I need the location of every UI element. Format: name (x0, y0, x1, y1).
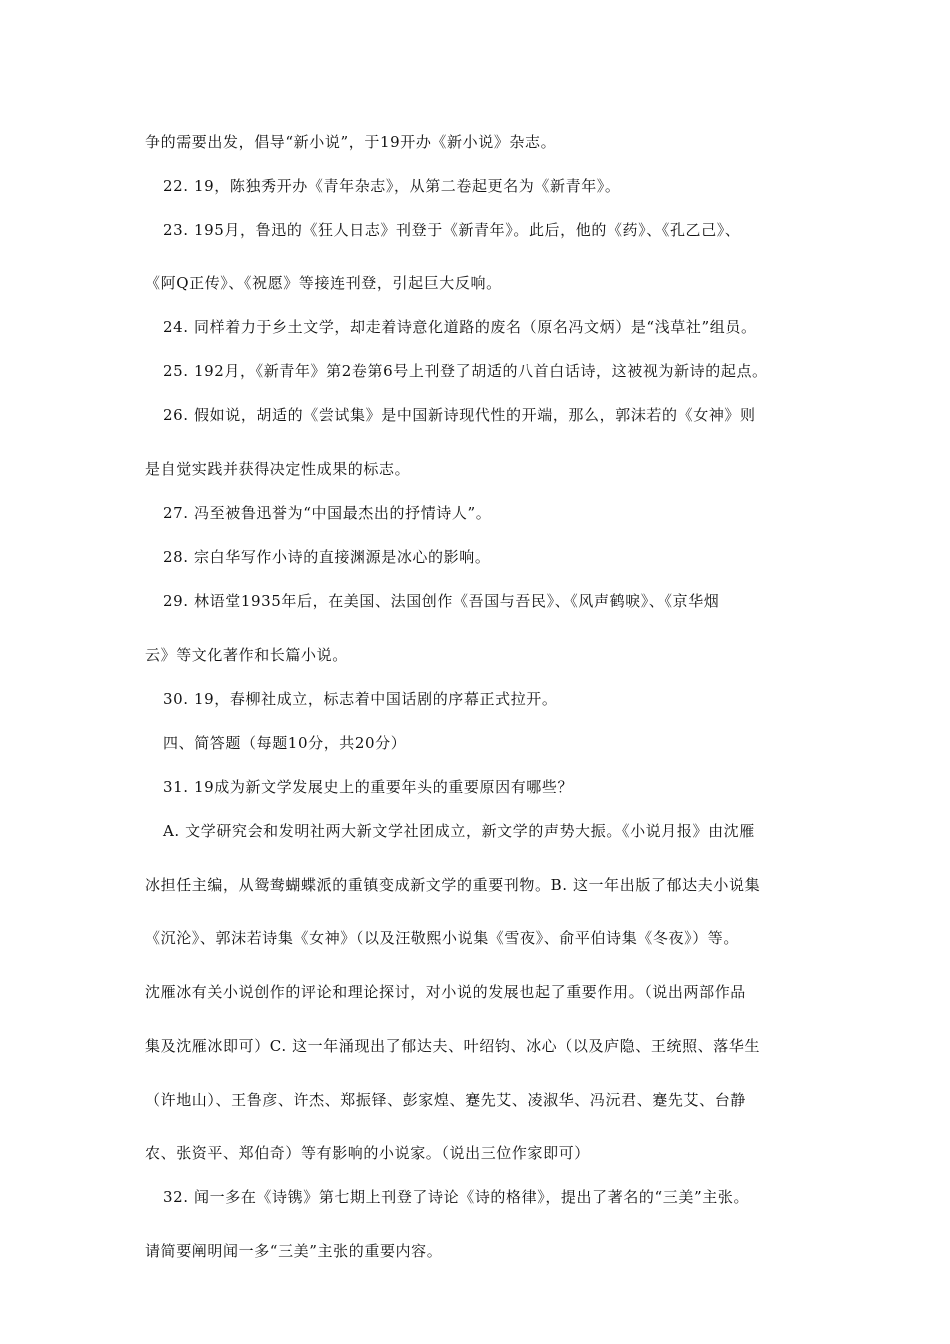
text-line-item-22: 22. 19，陈独秀开办《青年杂志》，从第二卷起更名为《新青年》。 (163, 177, 621, 195)
text-line-item-24: 24. 同样着力于乡土文学，却走着诗意化道路的废名（原名冯文炳）是“浅草社”组员。 (163, 318, 757, 336)
answer-31-line: 沈雁冰有关小说创作的评论和理论探讨，对小说的发展也起了重要作用。（说出两部作品 (145, 983, 746, 1001)
answer-31-line: 冰担任主编，从鸳鸯蝴蝶派的重镇变成新文学的重要刊物。B. 这一年出版了郁达夫小说集 (145, 876, 761, 894)
answer-31-line: 农、张资平、郑伯奇）等有影响的小说家。（说出三位作家即可） (145, 1144, 590, 1162)
text-line-item-27: 27. 冯至被鲁迅誉为“中国最杰出的抒情诗人”。 (163, 504, 492, 522)
text-line-item-23: 23. 195月，鲁迅的《狂人日志》刊登于《新青年》。此后，他的《药》、《孔乙己》、 (163, 221, 741, 239)
text-line: 是自觉实践并获得决定性成果的标志。 (145, 460, 411, 478)
text-line: 争的需要出发，倡导“新小说”，于19开办《新小说》杂志。 (145, 133, 557, 151)
text-line-item-28: 28. 宗白华写作小诗的直接渊源是冰心的影响。 (163, 548, 491, 566)
answer-31-line: A. 文学研究会和发明社两大新文学社团成立，新文学的声势大振。《小说月报》由沈雁 (163, 822, 755, 840)
answer-31-line: 集及沈雁冰即可）C. 这一年涌现出了郁达夫、叶绍钧、冰心（以及庐隐、王统照、落华生 (145, 1037, 761, 1055)
question-32: 32. 闻一多在《诗镌》第七期上刊登了诗论《诗的格律》，提出了著名的“三美”主张。 (163, 1188, 750, 1206)
answer-31-line: 《沉沦》、郭沫若诗集《女神》（以及汪敬熙小说集《雪夜》、俞平伯诗集《冬夜》）等。 (145, 929, 740, 947)
text-line-item-25: 25. 192月，《新青年》第2卷第6号上刊登了胡适的八首白话诗，这被视为新诗的起点。 (163, 362, 768, 380)
text-line: 《阿Q正传》、《祝愿》等接连刊登，引起巨大反响。 (145, 274, 502, 292)
answer-31-line: （许地山）、王鲁彦、许杰、郑振铎、彭家煌、蹇先艾、凌淑华、冯沅君、蹇先艾、台静 (145, 1091, 746, 1109)
text-line: 云》等文化著作和长篇小说。 (145, 646, 348, 664)
text-line-item-26: 26. 假如说，胡适的《尝试集》是中国新诗现代性的开端，那么，郭沫若的《女神》则 (163, 406, 756, 424)
text-line-item-29: 29. 林语堂1935年后，在美国、法国创作《吾国与吾民》、《风声鹤唳》、《京华烟 (163, 592, 720, 610)
question-31: 31. 19成为新文学发展史上的重要年头的重要原因有哪些？ (163, 778, 574, 796)
section-heading: 四、简答题（每题10分，共20分） (163, 734, 407, 752)
text-line-item-30: 30. 19，春柳社成立，标志着中国话剧的序幕正式拉开。 (163, 690, 558, 708)
question-32-line: 请简要阐明闻一多“三美”主张的重要内容。 (145, 1242, 443, 1260)
